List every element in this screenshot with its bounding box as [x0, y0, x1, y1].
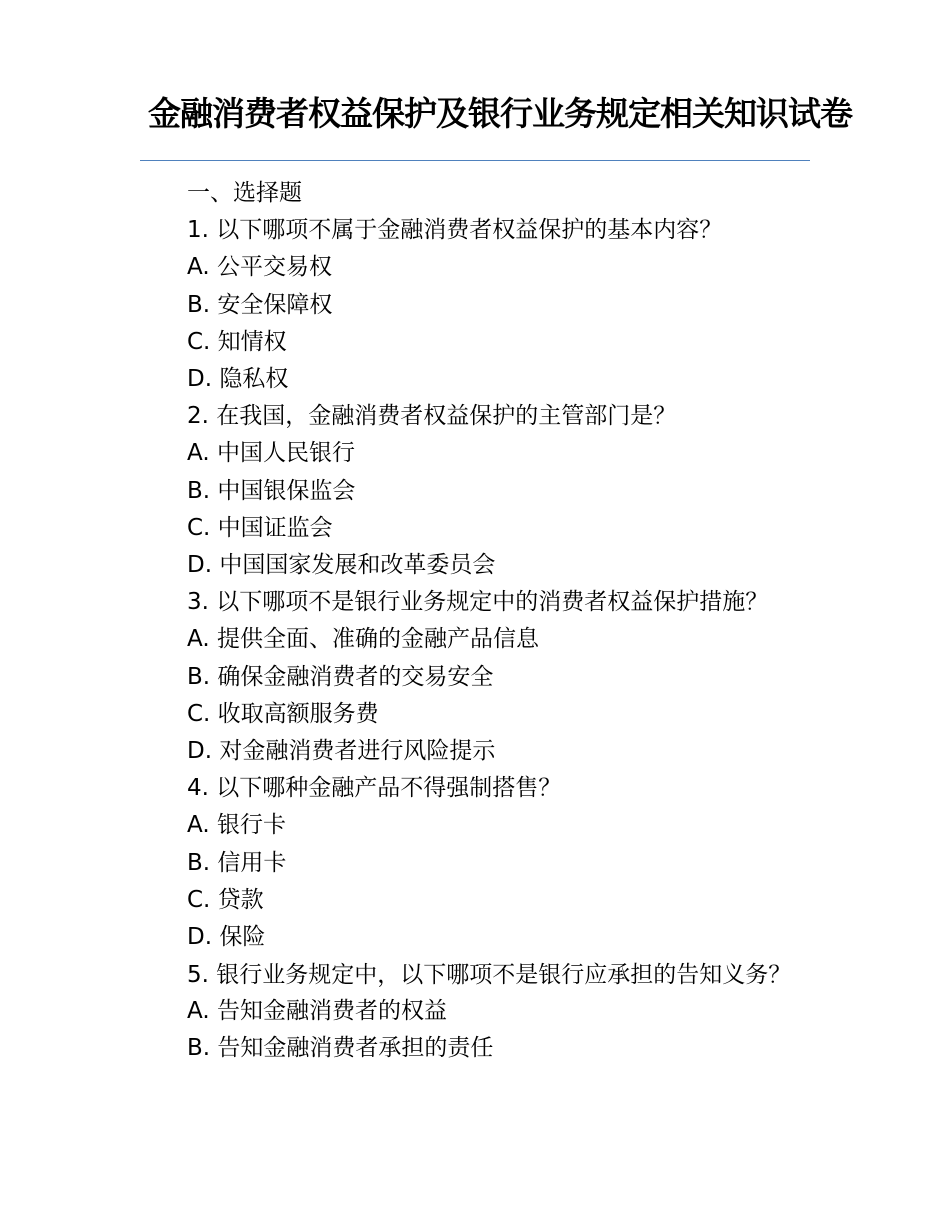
question-3-option-b: B. 确保金融消费者的交易安全 — [187, 663, 494, 690]
question-3-option-a: A. 提供全面、准确的金融产品信息 — [187, 626, 539, 653]
document-body — [140, 175, 810, 1068]
question-2-option-c: C. 中国证监会 — [187, 514, 333, 541]
question-4-option-b: B. 信用卡 — [187, 849, 287, 876]
question-2: 2. 在我国，金融消费者权益保护的主管部门是？ — [187, 403, 677, 430]
question-1-option-b: B. 安全保障权 — [187, 291, 333, 318]
question-2-option-a: A. 中国人民银行 — [187, 440, 355, 467]
question-2-option-d: D. 中国国家发展和改革委员会 — [187, 552, 496, 579]
question-1: 1. 以下哪项不属于金融消费者权益保护的基本内容？ — [187, 217, 723, 244]
question-1-option-d: D. 隐私权 — [187, 366, 289, 393]
section-heading: 一、选择题 — [187, 180, 302, 206]
document-title: 金融消费者权益保护及银行业务规定相关知识试卷 — [148, 94, 852, 133]
question-4-option-d: D. 保险 — [187, 924, 266, 951]
question-1-option-a: A. 公平交易权 — [187, 254, 332, 281]
question-3-option-d: D. 对金融消费者进行风险提示 — [187, 738, 496, 765]
question-1-option-c: C. 知情权 — [187, 328, 287, 355]
question-5-option-b: B. 告知金融消费者承担的责任 — [187, 1035, 494, 1062]
question-5: 5. 银行业务规定中，以下哪项不是银行应承担的告知义务？ — [187, 962, 792, 989]
question-2-option-b: B. 中国银保监会 — [187, 477, 356, 504]
question-3-option-c: C. 收取高额服务费 — [187, 700, 379, 727]
question-5-option-a: A. 告知金融消费者的权益 — [187, 998, 447, 1025]
question-4: 4. 以下哪种金融产品不得强制搭售？ — [187, 775, 562, 802]
question-4-option-c: C. 贷款 — [187, 886, 264, 913]
question-3: 3. 以下哪项不是银行业务规定中的消费者权益保护措施？ — [187, 589, 769, 616]
title-underline — [140, 160, 810, 161]
question-4-option-a: A. 银行卡 — [187, 812, 286, 839]
